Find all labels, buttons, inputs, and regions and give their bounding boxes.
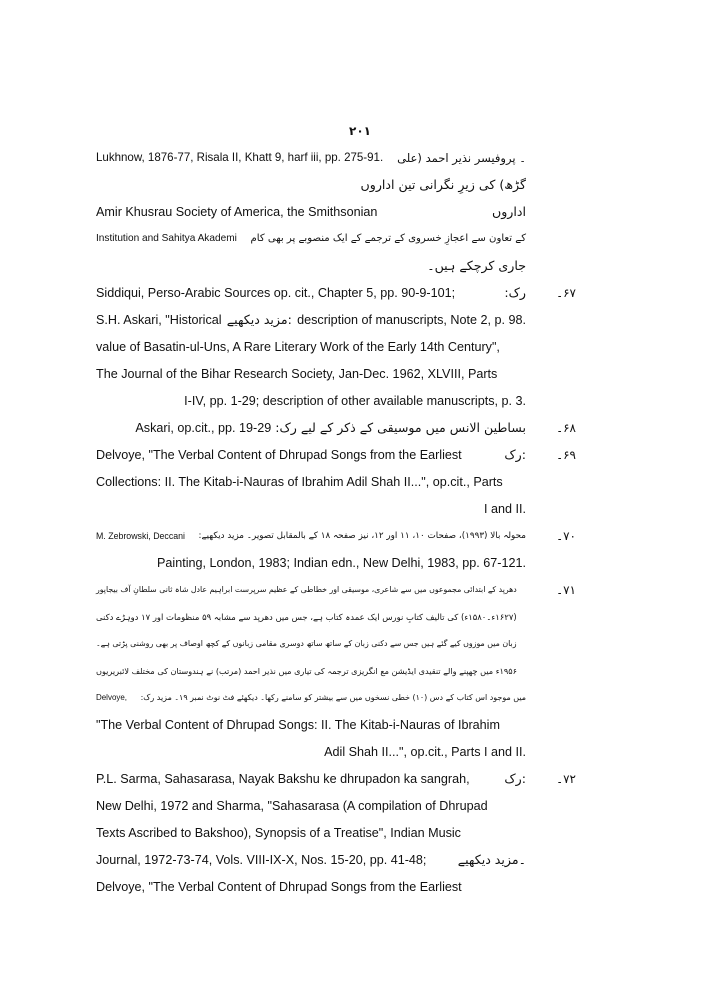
text-line	[96, 498, 526, 520]
latin-text: M. Zebrowski, Deccani	[96, 531, 185, 541]
urdu-text: جاری کرچکے ہیں۔	[427, 258, 526, 273]
urdu-text: کے تعاون سے اعجازِ خسروی کے ترجمے کے ایک منصوبے پر بھی کام	[250, 233, 526, 244]
latin-text: Texts Ascribed to Bakshoo), Synopsis of a Treatise", Indian Music	[96, 826, 461, 840]
text-line	[96, 255, 526, 277]
footnote-number: ۶۸۔	[556, 421, 576, 435]
latin-text: Institution and Sahitya Akademi	[96, 233, 237, 244]
text-line	[96, 201, 526, 223]
footnote-number: ۷۱۔	[556, 583, 576, 597]
latin-text: Delvoye,	[96, 693, 128, 702]
text-line	[96, 390, 526, 412]
urdu-text: اداروں	[491, 204, 526, 219]
text-line	[96, 687, 526, 709]
latin-text: Journal, 1972-73-74, Vols. VIII-IX-X, Nos. 15-20, pp. 41-48;	[96, 853, 427, 867]
text-line	[96, 714, 526, 736]
footnote-number: ۷۰۔	[556, 529, 576, 543]
text-line	[96, 363, 526, 385]
text-line	[96, 741, 526, 763]
urdu-text: :مزید دیکھیے	[226, 312, 292, 327]
latin-text: Lukhnow, 1876-77, Risala II, Khatt 9, harf iii, pp. 275-91.	[96, 152, 384, 164]
latin-text: "The Verbal Content of Dhrupad Songs: II. The Kitab-i-Nauras of Ibrahim	[96, 718, 500, 732]
text-line	[96, 417, 526, 439]
urdu-text: بساطین الانس میں موسیقی کے ذکر کے لیے رک:	[275, 420, 526, 435]
latin-text: Amir Khusrau Society of America, the Smithsonian	[96, 205, 378, 219]
latin-text: value of Basatin-ul-Uns, A Rare Literary Work of the Early 14th Century",	[96, 340, 500, 354]
urdu-text: ۔ پروفیسر نذیر احمد (علی	[397, 151, 526, 165]
text-line	[96, 444, 526, 466]
text-line	[96, 147, 526, 169]
text-line	[96, 876, 526, 898]
text-line	[96, 336, 526, 358]
latin-text: P.L. Sarma, Sahasarasa, Nayak Bakshu ke dhrupadon ka sangrah,	[96, 772, 470, 786]
latin-text: I-IV, pp. 1-29; description of other available manuscripts, p. 3.	[184, 394, 526, 408]
urdu-text: زبان میں موزوں کیے گئے ہیں جس سے دکنی زبان کے ساتھ ساتھ دوسری مقامی زبانوں کے کچھ اوصاف پر بھی روشنی پڑتی ہے۔	[96, 639, 517, 648]
urdu-text: :رک	[504, 771, 526, 786]
urdu-text: :رک	[504, 447, 526, 462]
text-line	[96, 552, 526, 574]
urdu-text: دھرپد کے ابتدائی مجموعوں میں سے شاعری، موسیقی اور خطاطی کے عظیم سرپرست ابراہیم عادل شاہ ثانی سلطانِ آف بیجاپور	[96, 585, 517, 594]
footnote-number: ۷۲۔	[556, 772, 576, 786]
latin-text: Painting, London, 1983; Indian edn., New Delhi, 1983, pp. 67-121.	[157, 556, 526, 570]
latin-text: I and II.	[483, 502, 526, 516]
text-line	[96, 768, 526, 790]
footnote-number: ۶۷۔	[556, 286, 576, 300]
text-line	[96, 309, 526, 331]
urdu-text: میں موجود اس کتاب کے دس (۱۰) خطی نسخوں میں سے بیشتر کو سامنے رکھا۔ دیکھئے فٹ نوٹ نمبر ۱۹۔ مزید رک:	[140, 693, 526, 702]
text-line	[96, 660, 526, 682]
urdu-text: رک:	[504, 285, 526, 300]
text-line	[96, 849, 526, 871]
latin-text: S.H. Askari, "Historical	[96, 313, 222, 327]
latin-text: Adil Shah II...", op.cit., Parts I and II.	[324, 745, 526, 759]
text-line	[96, 471, 526, 493]
urdu-text: (۱۶۲۷ء۔۱۵۸۰ء) کی تالیف کتابِ نورس ایک عمدہ کتاب ہے، جس میں دھرپد سے مشابہ ۵۹ منظومات اور ۱۷ دوہڑے دکنی	[96, 612, 517, 622]
text-line	[96, 174, 526, 196]
text-line	[96, 633, 526, 655]
urdu-text: ۱۹۵۶ء میں چھپنے والے تنقیدی ایڈیشن مع انگریزی ترجمہ کی تیاری میں نذیر احمد (مرتب) نے ہندوستان کی مختلف لائبریریوں	[96, 666, 518, 676]
footnote-number: ۶۹۔	[556, 448, 576, 462]
text-line	[96, 525, 526, 547]
latin-text: The Journal of the Bihar Research Society, Jan-Dec. 1962, XLVIII, Parts	[96, 367, 498, 381]
latin-text: Siddiqui, Perso-Arabic Sources op. cit., Chapter 5, pp. 90-9-101;	[96, 286, 456, 300]
latin-text: Collections: II. The Kitab-i-Nauras of Ibrahim Adil Shah II...", op.cit., Parts	[96, 475, 503, 489]
latin-text: New Delhi, 1972 and Sharma, "Sahasarasa (A compilation of Dhrupad	[96, 799, 488, 813]
latin-text: Askari, op.cit., pp. 19-29	[135, 421, 272, 435]
urdu-text: گڑھ) کی زیرِ نگرانی تین اداروں	[360, 177, 526, 192]
text-line	[96, 282, 526, 304]
text-line	[96, 822, 526, 844]
latin-text: Delvoye, "The Verbal Content of Dhrupad Songs from the Earliest	[96, 448, 462, 462]
text-line	[96, 606, 526, 628]
page-number: ۲۰۱	[349, 124, 371, 138]
urdu-text: ۔مزید دیکھیے	[457, 852, 526, 867]
urdu-text: محولہ بالا (۱۹۹۳)، صفحات ۱۰، ۱۱ اور ۱۲، نیز صفحہ ۱۸ کے بالمقابل تصویر۔ مزید دیکھیے:	[198, 531, 526, 541]
latin-text: description of manuscripts, Note 2, p. 98.	[297, 313, 526, 327]
latin-text: Delvoye, "The Verbal Content of Dhrupad Songs from the Earliest	[96, 880, 462, 894]
text-line	[96, 579, 526, 601]
text-line	[96, 795, 526, 817]
text-line	[96, 228, 526, 250]
